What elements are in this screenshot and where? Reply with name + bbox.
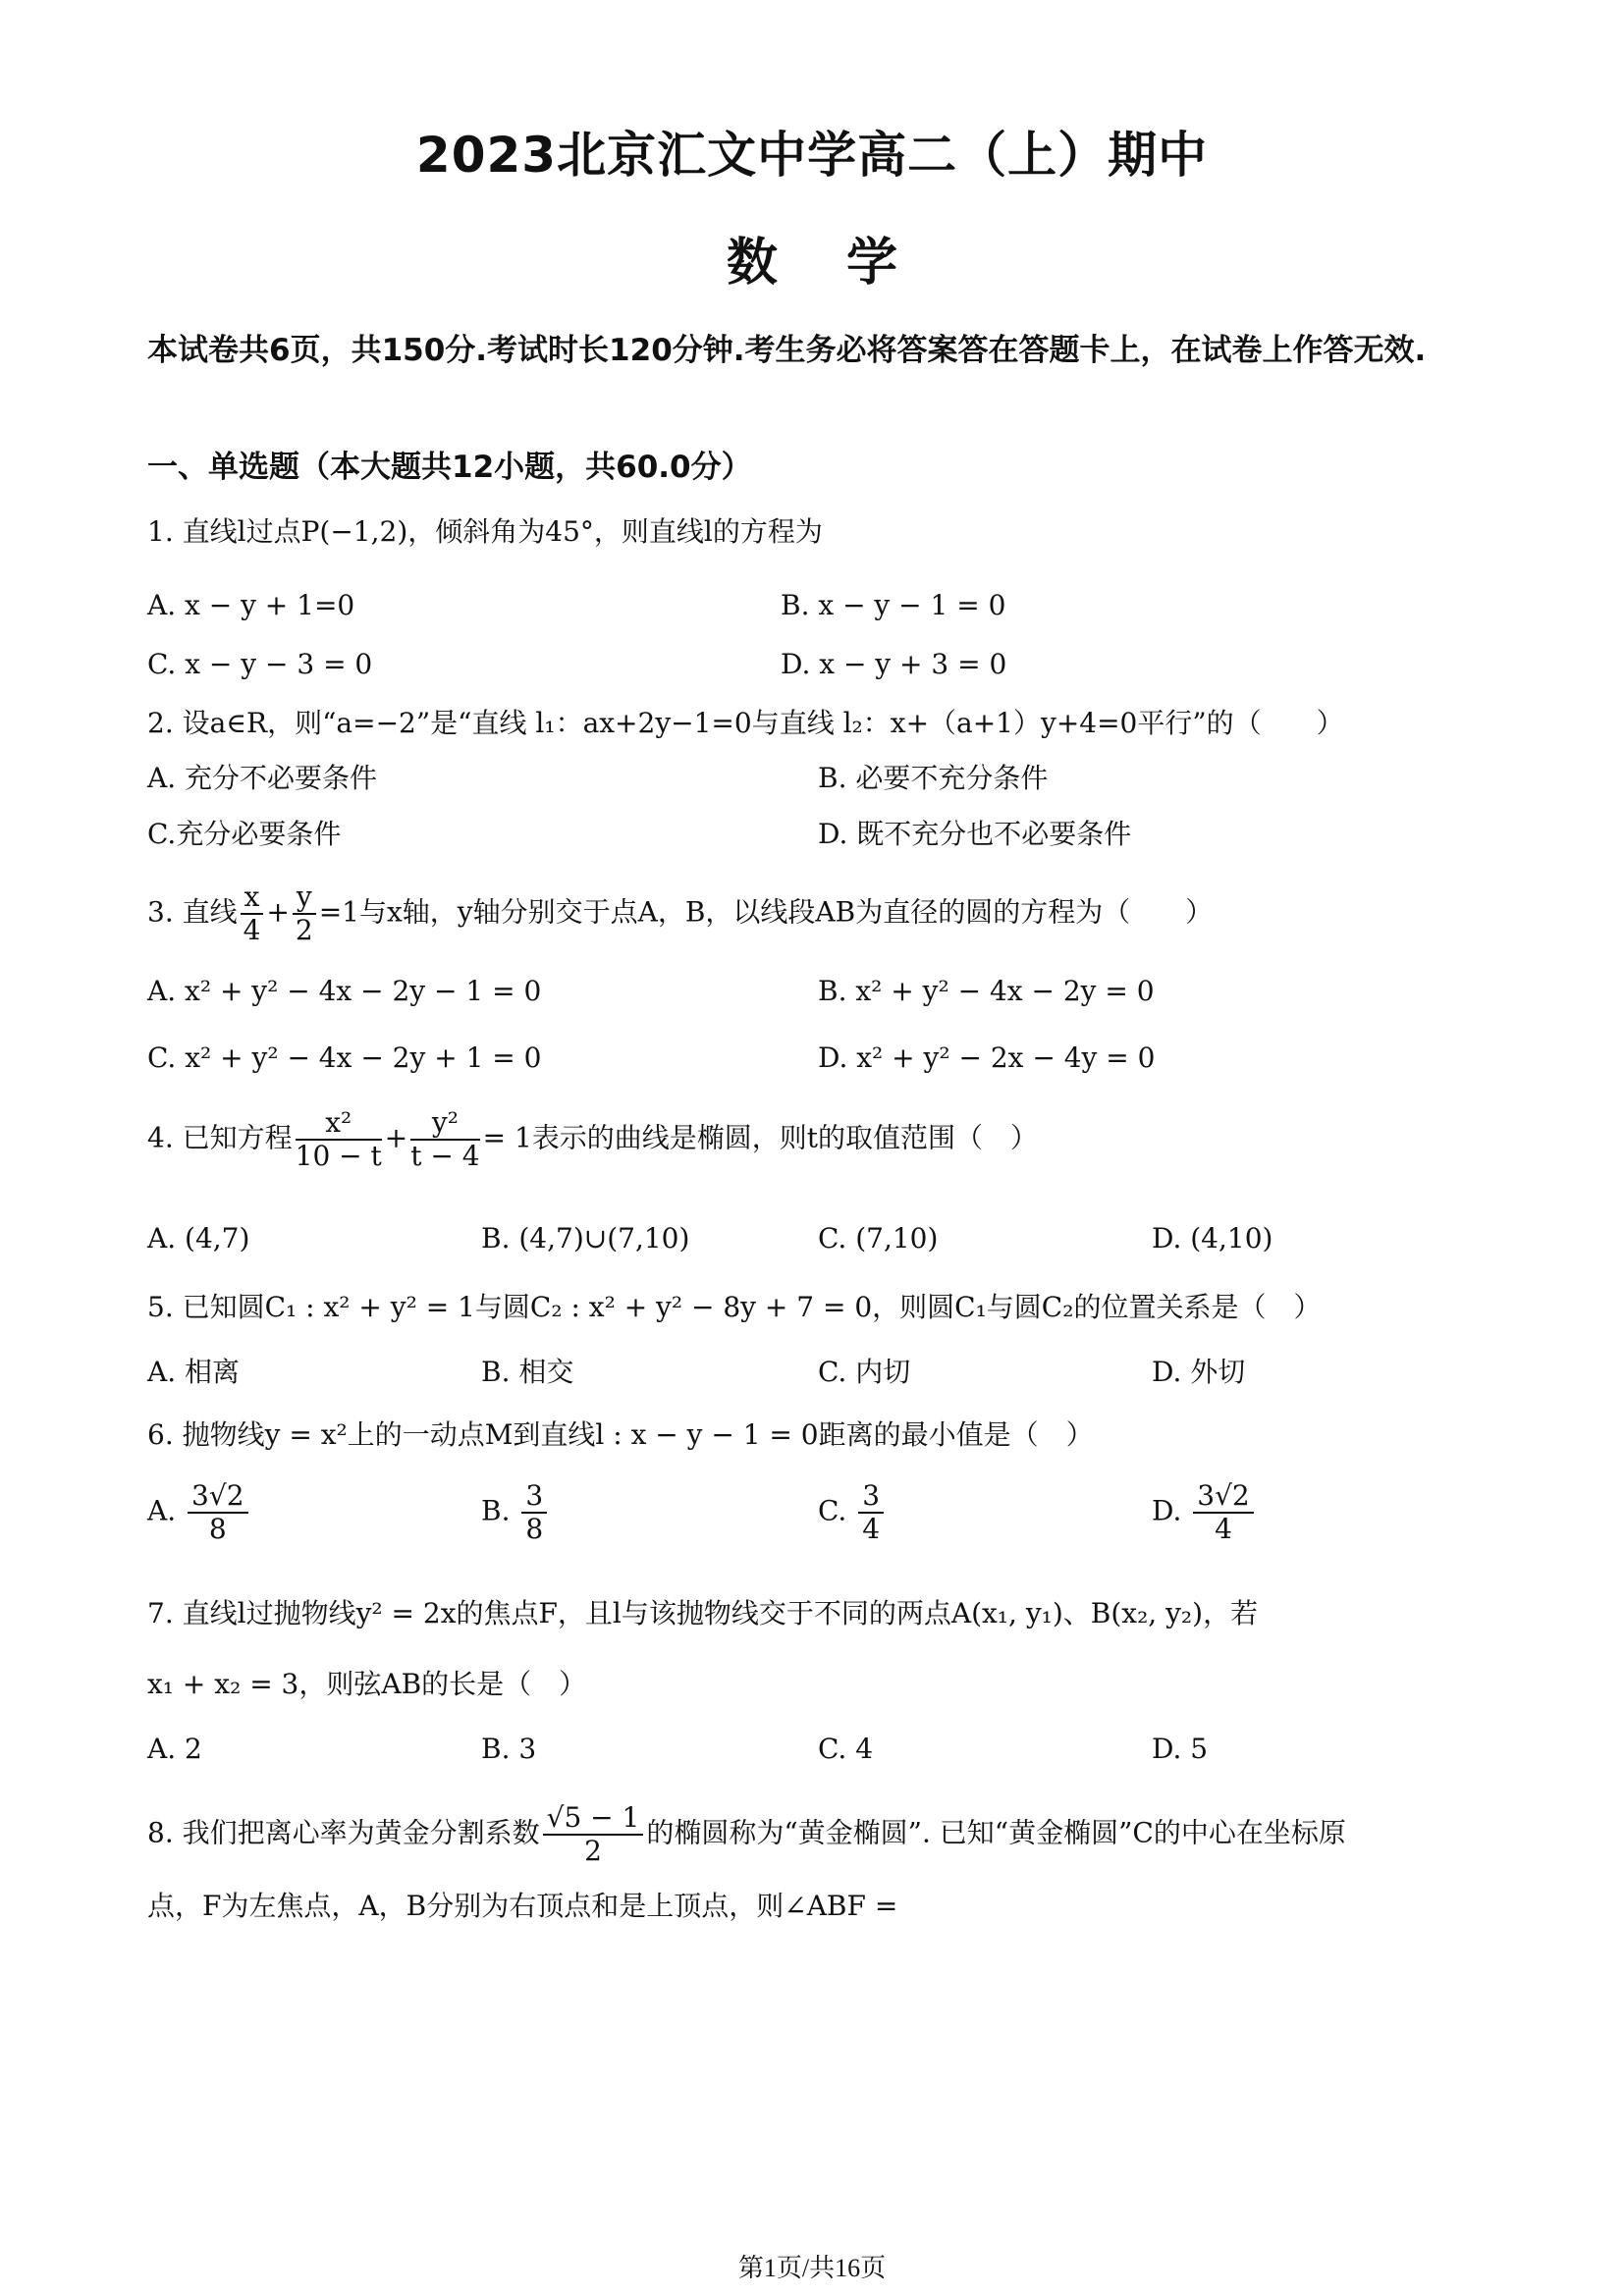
q6-option-a	[147, 1480, 251, 1545]
q6-c-den: 4	[862, 1513, 881, 1545]
question-6: 6. 抛物线y = x²上的一动点M到直线l : x − y − 1 = 0距离的最小值是（ ）	[147, 1418, 1094, 1451]
q3-fraction-y	[293, 881, 316, 946]
q7-option-c: C. 4	[818, 1733, 874, 1765]
q6-option-c-fraction	[858, 1480, 884, 1545]
q6-d-den: 4	[1215, 1513, 1232, 1545]
q4-option-b: B. (4,7)∪(7,10)	[481, 1222, 690, 1255]
q3-stem-pre: 3. 直线	[147, 895, 238, 929]
q6-c-num: 3	[858, 1480, 884, 1514]
q7-option-d: D. 5	[1152, 1733, 1209, 1765]
q7-option-b: B. 3	[481, 1733, 537, 1765]
q1-option-c: C. x − y − 3 = 0	[147, 648, 373, 680]
question-8-line2: 点，F为左焦点，A，B分别为右顶点和是上顶点，则∠ABF =	[147, 1890, 898, 1922]
q6-option-a-fraction	[188, 1480, 247, 1545]
page-title: 2023北京汇文中学高二（上）期中	[415, 127, 1209, 184]
q8-frac-den: 2	[584, 1835, 602, 1867]
q6-option-b-label: B.	[481, 1494, 511, 1527]
q6-option-b-fraction	[521, 1480, 547, 1545]
q6-b-den: 8	[525, 1513, 544, 1545]
page-footer: 第1页/共16页	[737, 2254, 887, 2282]
q2-option-c: C.充分必要条件	[147, 818, 342, 850]
q7-option-a: A. 2	[147, 1733, 202, 1765]
q8-stem-post: 的椭圆称为“黄金椭圆”. 已知“黄金椭圆”C的中心在坐标原	[646, 1816, 1346, 1849]
subject-title: 数学	[726, 234, 966, 293]
q3-fraction-x	[241, 881, 264, 946]
q5-option-b: B. 相交	[481, 1356, 574, 1388]
q6-a-den: 8	[208, 1513, 227, 1545]
q5-option-c: C. 内切	[818, 1356, 911, 1388]
q3-frac1-den: 4	[243, 914, 261, 946]
q4-option-c: C. (7,10)	[818, 1222, 939, 1255]
question-4: 4. 已知方程 $\frac{\text{x²}}{10 - t}$ + $\frac{\text{y²}}{t - 4}$ = 1表示的曲线是椭圆，则t的取值范围（ ）	[147, 1106, 1039, 1172]
q1-option-d: D. x − y + 3 = 0	[781, 648, 1007, 680]
exam-notice: 本试卷共6页，共150分.考试时长120分钟.考生务必将答案答在答题卡上，在试卷上作答无效.	[147, 333, 1427, 368]
q6-a-num: 3√2	[188, 1480, 247, 1514]
q6-option-a-label: A.	[147, 1494, 177, 1527]
q4-option-a: A. (4,7)	[147, 1222, 250, 1255]
q4-option-d: D. (4,10)	[1152, 1222, 1273, 1255]
question-3: 3. 直线 $\frac{x}{4}$ + $\frac{y}{2}$ =1与x轴，y轴分别交于点A，B，以线段AB为直径的圆的方程为（ ）	[147, 881, 1214, 946]
q6-option-d-label: D.	[1152, 1494, 1182, 1527]
section-heading: 一、单选题（本大题共12小题，共60.0分）	[147, 450, 752, 485]
q1-option-b: B. x − y − 1 = 0	[781, 589, 1006, 621]
q4-frac2-den: t − 4	[410, 1140, 480, 1172]
q6-option-d	[1152, 1480, 1257, 1545]
q3-option-b: B. x² + y² − 4x − 2y = 0	[818, 975, 1155, 1007]
question-7: 7. 直线l过抛物线y² = 2x的焦点F，且l与该抛物线交于不同的两点A(x₁, y₁)、B(x₂, y₂)，若	[147, 1597, 1259, 1629]
q8-stem-pre: 8. 我们把离心率为黄金分割系数	[147, 1816, 540, 1849]
q4-frac2-num: y²	[410, 1107, 479, 1141]
q2-option-d: D. 既不充分也不必要条件	[818, 818, 1132, 850]
q6-option-c-label: C.	[818, 1494, 847, 1527]
q8-frac-num: √5 − 1	[543, 1802, 644, 1836]
q4-frac1-den: 10 − t	[295, 1140, 382, 1172]
question-1: 1. 直线l过点P(−1,2)，倾斜角为45°，则直线l的方程为	[147, 515, 823, 548]
q2-option-b: B. 必要不充分条件	[818, 762, 1049, 794]
q3-option-c: C. x² + y² − 4x − 2y + 1 = 0	[147, 1041, 542, 1074]
q3-frac2-den: 2	[295, 914, 313, 946]
q6-d-num: 3√2	[1193, 1480, 1253, 1514]
q8-fraction-golden	[543, 1802, 644, 1867]
q3-option-a: A. x² + y² − 4x − 2y − 1 = 0	[147, 975, 542, 1007]
question-8	[147, 1802, 1502, 1867]
q6-option-d-fraction	[1193, 1480, 1253, 1545]
q4-fraction-x	[296, 1107, 382, 1172]
question-5: 5. 已知圆C₁ : x² + y² = 1与圆C₂ : x² + y² − 8y + 7 = 0，则圆C₁与圆C₂的位置关系是（ ）	[147, 1291, 1322, 1323]
q5-option-a: A. 相离	[147, 1356, 241, 1388]
question-7-line2: x₁ + x₂ = 3，则弦AB的长是（ ）	[147, 1668, 587, 1700]
q4-fraction-y	[410, 1107, 479, 1172]
q3-stem-post: =1与x轴，y轴分别交于点A，B，以线段AB为直径的圆的方程为（ ）	[318, 895, 1214, 929]
question-2: 2. 设a∈R，则“a=−2”是“直线 l₁：ax+2y−1=0与直线 l₂：x+（a+1）y+4=0平行”的（ ）	[147, 707, 1344, 739]
q1-option-a: A. x − y + 1=0	[147, 589, 355, 621]
q5-option-d: D. 外切	[1152, 1356, 1246, 1388]
q3-option-d: D. x² + y² − 2x − 4y = 0	[818, 1041, 1156, 1074]
q6-b-num: 3	[521, 1480, 547, 1514]
q4-stem-pre: 4. 已知方程	[147, 1121, 293, 1154]
q3-frac1-num: x	[241, 881, 264, 915]
q3-frac2-num: y	[293, 881, 316, 915]
q4-frac1-num: x²	[296, 1107, 382, 1141]
q6-option-b	[481, 1480, 550, 1545]
q6-option-c	[818, 1480, 887, 1545]
q4-stem-post: = 1表示的曲线是椭圆，则t的取值范围（ ）	[482, 1121, 1039, 1154]
q2-option-a: A. 充分不必要条件	[147, 762, 378, 794]
